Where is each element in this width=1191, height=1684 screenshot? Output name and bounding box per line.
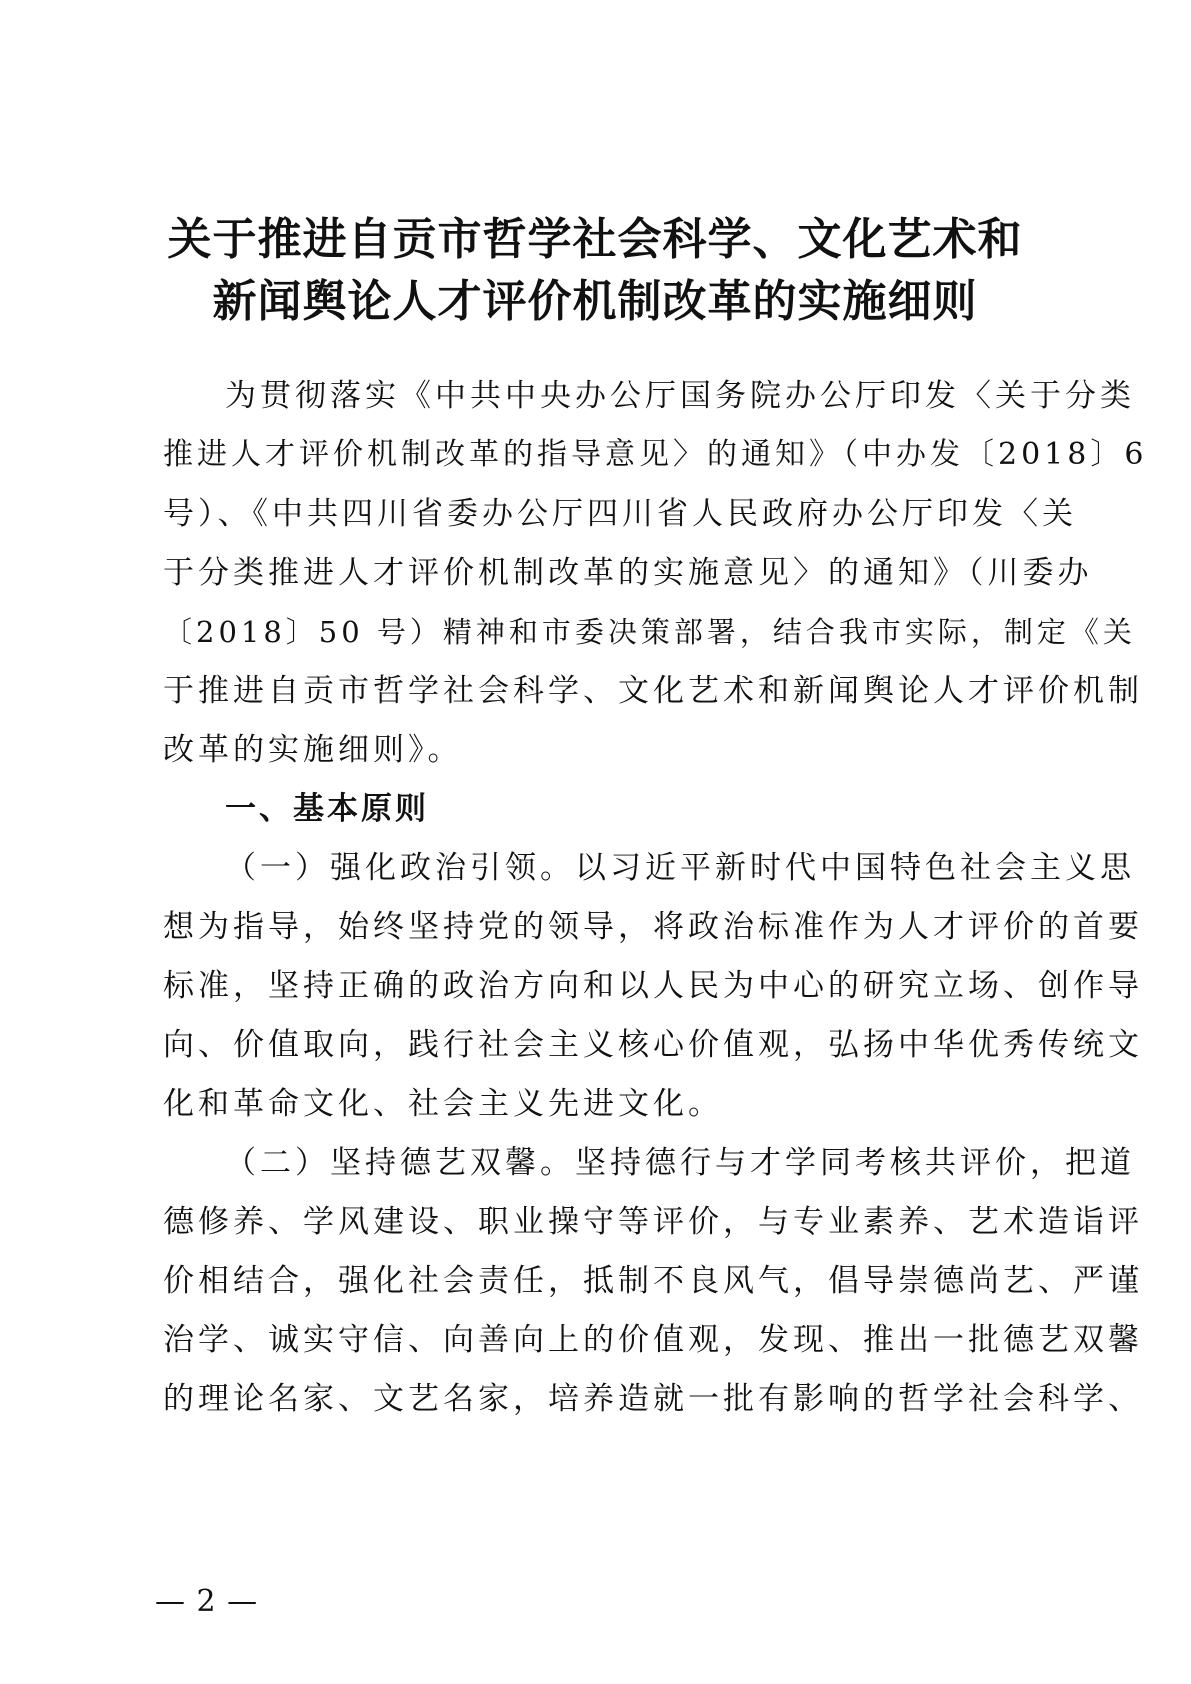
para2-line-5: 的理论名家、文艺名家，培养造就一批有影响的哲学社会科学、 [163, 1381, 1143, 1417]
document-title-line-1: 关于推进自贡市哲学社会科学、文化艺术和 [167, 214, 1023, 265]
para1-line-1: （一）强化政治引领。以习近平新时代中国特色社会主义思 [225, 850, 1135, 886]
document-title-line-2: 新闻舆论人才评价机制改革的实施细则 [212, 276, 978, 327]
para1-line-5: 化和革命文化、社会主义先进文化。 [163, 1086, 723, 1122]
para1-line-4: 向、价值取向，践行社会主义核心价值观，弘扬中华优秀传统文 [163, 1027, 1143, 1063]
intro-line-7: 改革的实施细则》。 [163, 732, 463, 768]
para2-line-1: （二）坚持德艺双馨。坚持德行与才学同考核共评价，把道 [225, 1145, 1135, 1181]
intro-line-3: 号）、《中共四川省委办公厅四川省人民政府办公厅印发〈关 [163, 496, 1077, 532]
para1-line-2: 想为指导，始终坚持党的领导，将政治标准作为人才评价的首要 [163, 909, 1143, 945]
para2-line-2: 德修养、学风建设、职业操守等评价，与专业素养、艺术造诣评 [163, 1204, 1143, 1240]
intro-line-5: 〔2018〕50 号）精神和市委决策部署，结合我市实际，制定《关 [163, 615, 1136, 649]
intro-line-4: 于分类推进人才评价机制改革的实施意见〉的通知》（川委办 [163, 555, 1093, 591]
section-heading: 一、基本原则 [225, 791, 429, 827]
para2-line-4: 治学、诚实守信、向善向上的价值观，发现、推出一批德艺双馨 [163, 1322, 1143, 1358]
para1-line-3: 标准，坚持正确的政治方向和以人民为中心的研究立场、创作导 [163, 968, 1143, 1004]
intro-line-1: 为贯彻落实《中共中央办公厅国务院办公厅印发〈关于分类 [225, 378, 1135, 414]
page-number: — 2 — [155, 1584, 259, 1619]
intro-line-2: 推进人才评价机制改革的指导意见〉的通知》（中办发〔2018〕6 [163, 437, 1148, 472]
intro-line-6: 于推进自贡市哲学社会科学、文化艺术和新闻舆论人才评价机制 [163, 673, 1143, 709]
para2-line-3: 价相结合，强化社会责任，抵制不良风气，倡导崇德尚艺、严谨 [163, 1263, 1143, 1299]
